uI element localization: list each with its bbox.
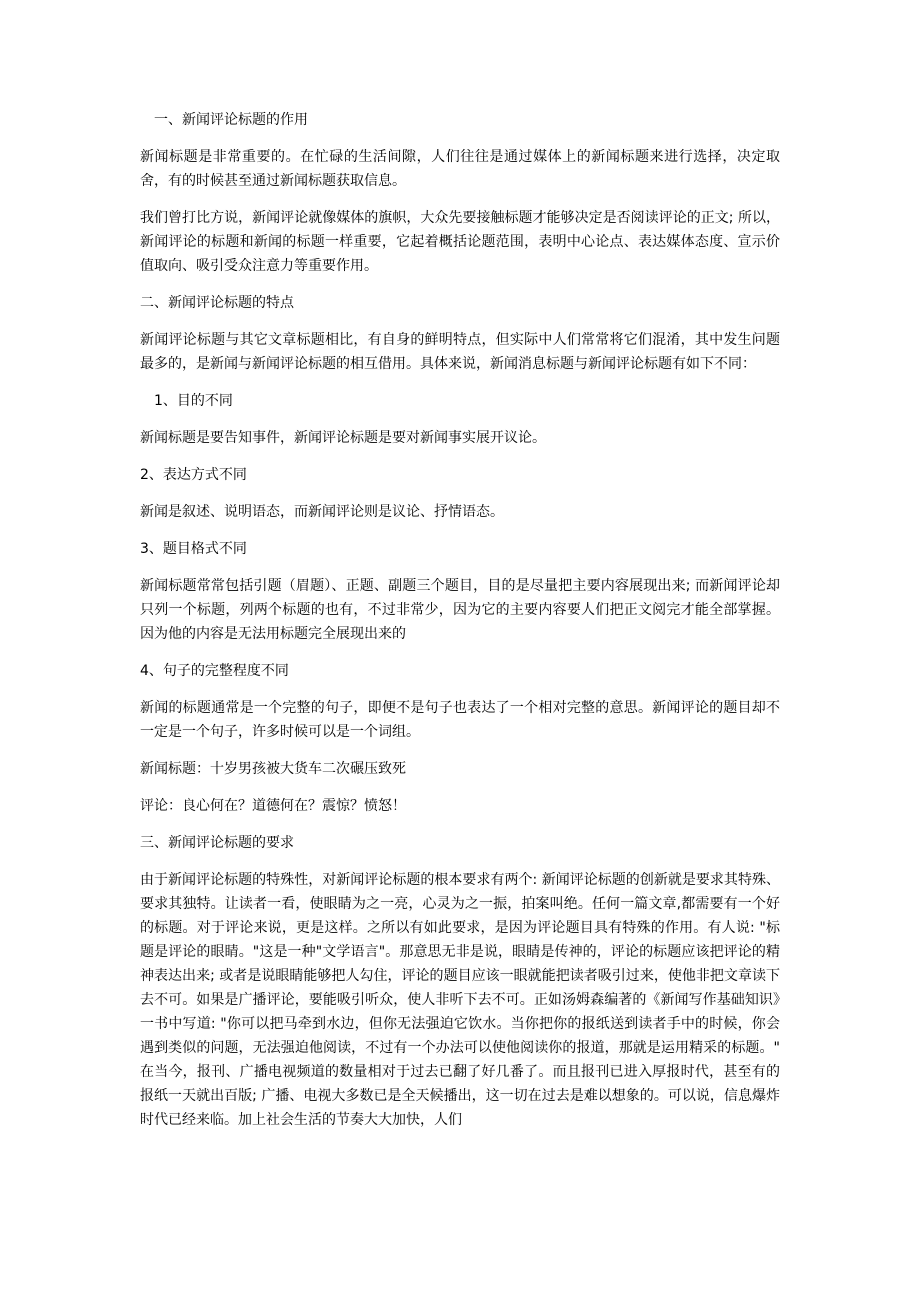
section-heading-2: 二、新闻评论标题的特点	[140, 295, 294, 311]
section-heading-1: 一、新闻评论标题的作用	[154, 112, 308, 128]
paragraph-4: 新闻标题是要告知事件，新闻评论标题是要对新闻事实展开议论。	[140, 430, 546, 446]
section-heading-3: 三、新闻评论标题的要求	[140, 835, 294, 851]
paragraph-2: 我们曾打比方说，新闻评论就像媒体的旗帜，大众先要接触标题才能够决定是否阅读评论的正文; 所以，新闻评论的标题和新闻的标题一样重要，它起着概括论题范围，表明中心论点、表达媒体态度、宣示价值取向、吸引受众注意力等重要作用。	[140, 210, 780, 274]
example-news-title: 新闻标题：十岁男孩被大货车二次碾压致死	[140, 761, 406, 777]
subheading-2: 2、表达方式不同	[140, 467, 247, 483]
paragraph-7: 新闻的标题通常是一个完整的句子，即便不是句子也表达了一个相对完整的意思。新闻评论的题目却不一定是一个句子，许多时候可以是一个词组。	[140, 700, 780, 740]
subheading-1: 1、目的不同	[154, 393, 233, 409]
paragraph-5: 新闻是叙述、说明语态，而新闻评论则是议论、抒情语态。	[140, 504, 504, 520]
paragraph-6: 新闻标题常常包括引题（眉题）、正题、副题三个题目，目的是尽量把主要内容展现出来; 而新闻评论却只列一个标题，列两个标题的也有，不过非常少，因为它的主要内容要人们把正文阅完才能全部掌握。因为他的内容是无法用标题完全展现出来的	[140, 578, 780, 642]
subheading-4: 4、句子的完整程度不同	[140, 663, 289, 679]
subheading-3: 3、题目格式不同	[140, 541, 247, 557]
paragraph-8: 由于新闻评论标题的特殊性，对新闻评论标题的根本要求有两个: 新闻评论标题的创新就是要求其特殊、要求其独特。让读者一看，使眼睛为之一亮，心灵为之一振，拍案叫绝。任何一篇文章,都需要有一个好的标题。对于评论来说，更是这样。之所以有如此要求，是因为评论题目具有特殊的作用。有人说: "标题是评论的眼睛。"这是一种"文学语言"。那意思无非是说，眼睛是传神的，评论的标题应该把评论的精神表达出来; 或者是说眼睛能够把人勾住，评论的题目应该一眼就能把读者吸引过来，使他非把文章读下去不可。如果是广播评论，要能吸引听众，使人非听下去不可。正如汤姆森编著的《新闻写作基础知识》一书中写道: "你可以把马牵到水边，但你无法强迫它饮水。当你把你的报纸送到读者手中的时候，你会遇到类似的问题，无法强迫他阅读，不过有一个办法可以使他阅读你的报道，那就是运用精采的标题。" 在当今，报刊、广播电视频道的数量相对于过去已翻了好几番了。而且报刊已进入厚报时代，甚至有的报纸一天就出百版; 广播、电视大多数已是全天候播出，这一切在过去是难以想象的。可以说，信息爆炸时代已经来临。加上社会生活的节奏大大加快，人们	[140, 872, 780, 1128]
paragraph-3: 新闻评论标题与其它文章标题相比，有自身的鲜明特点，但实际中人们常常将它们混淆，其中发生问题最多的，是新闻与新闻评论标题的相互借用。具体来说，新闻消息标题与新闻评论标题有如下不同：	[140, 332, 780, 372]
example-comment: 评论：良心何在？道德何在？震惊？愤怒！	[140, 798, 406, 814]
document-page	[140, 108, 780, 1145]
paragraph-1: 新闻标题是非常重要的。在忙碌的生活间隙，人们往往是通过媒体上的新闻标题来进行选择，决定取舍，有的时候甚至通过新闻标题获取信息。	[140, 149, 780, 189]
